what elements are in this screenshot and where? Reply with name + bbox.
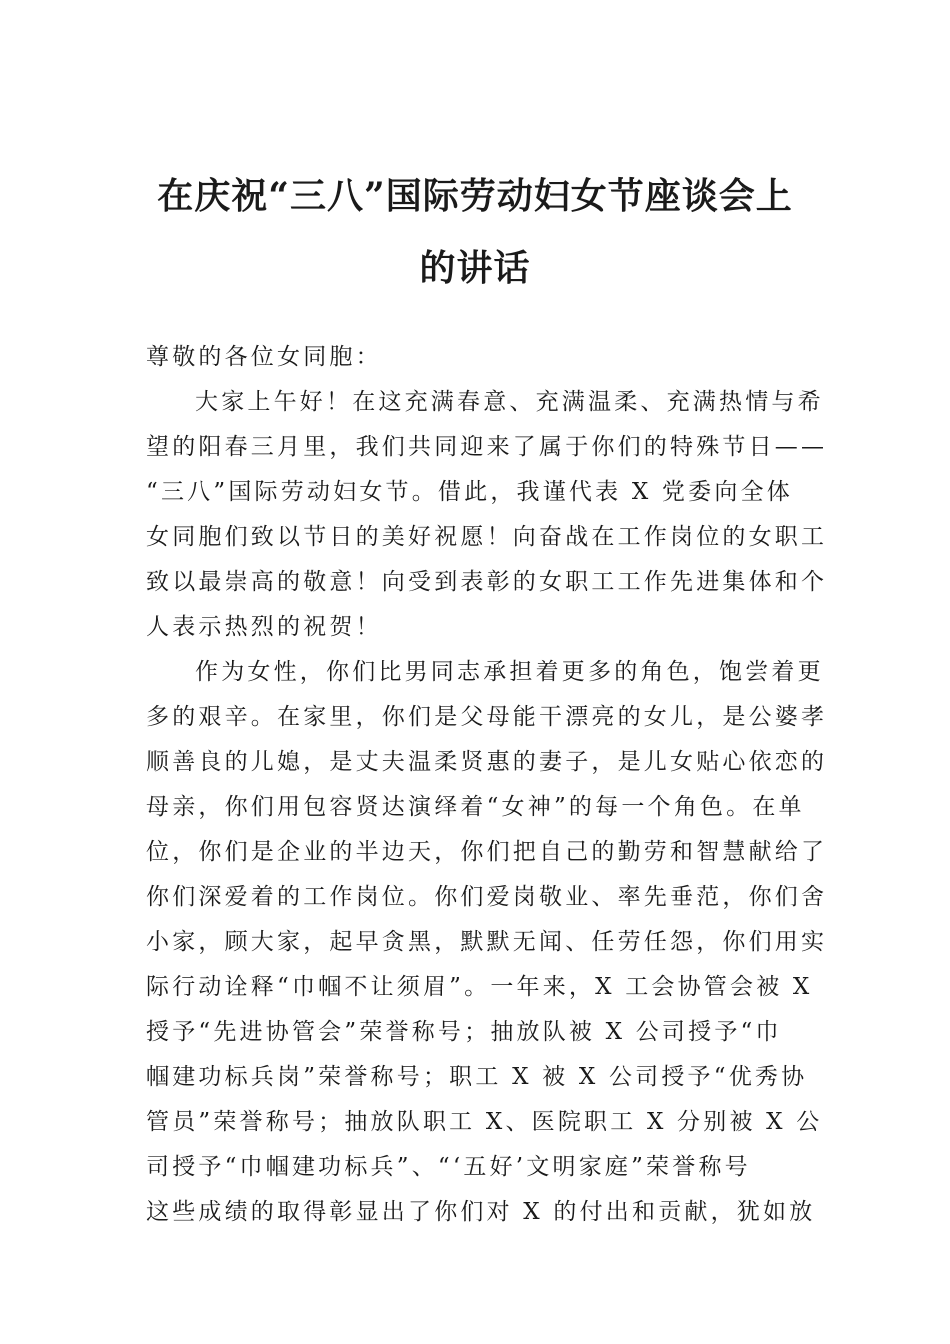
paragraph-2 [146, 650, 828, 1235]
paragraph-line: 多的艰辛。在家里，你们是父母能干漂亮的女儿，是公婆孝 [146, 704, 828, 730]
paragraph-line: “三八”国际劳动妇女节。借此，我谨代表 X 党委向全体 [146, 479, 793, 505]
paragraph-line: 位，你们是企业的半边天，你们把自己的勤劳和智慧献给了 [146, 839, 828, 865]
salutation: 尊敬的各位女同胞： [146, 344, 382, 370]
document-body [146, 335, 828, 1235]
paragraph-line: 你们深爱着的工作岗位。你们爱岗敬业、率先垂范，你们舍 [146, 884, 828, 910]
paragraph-1 [146, 380, 828, 650]
paragraph-line: 授予“先进协管会”荣誉称号；抽放队被 X 公司授予“巾 [146, 1019, 782, 1045]
paragraph-line: 致以最崇高的敬意！向受到表彰的女职工工作先进集体和个 [146, 569, 828, 595]
paragraph-line: 这些成绩的取得彰显出了你们对 X 的付出和贡献，犹如放 [146, 1199, 816, 1225]
paragraph-line: 际行动诠释“巾帼不让须眉”。一年来，X 工会协管会被 X [146, 974, 813, 1000]
paragraph-line: 司授予“巾帼建功标兵”、“‘五好’文明家庭”荣誉称号 [146, 1154, 751, 1180]
document-title [100, 160, 850, 304]
title-line-2: 的讲话 [419, 247, 531, 289]
paragraph-line: 女同胞们致以节日的美好祝愿！向奋战在工作岗位的女职工 [146, 524, 828, 550]
paragraph-line: 小家，顾大家，起早贪黑，默默无闻、任劳任怨，你们用实 [146, 929, 828, 955]
paragraph-line: 人表示热烈的祝贺！ [146, 614, 382, 640]
paragraph-line: 帼建功标兵岗”荣誉称号；职工 X 被 X 公司授予“优秀协 [146, 1064, 808, 1090]
paragraph-line: 管员”荣誉称号；抽放队职工 X、医院职工 X 分别被 X 公 [146, 1109, 823, 1135]
paragraph-line: 母亲，你们用包容贤达演绎着“女神”的每一个角色。在单 [146, 794, 805, 820]
paragraph-line: 大家上午好！在这充满春意、充满温柔、充满热情与希 [195, 389, 824, 415]
paragraph-line: 作为女性，你们比男同志承担着更多的角色，饱尝着更 [195, 659, 824, 685]
paragraph-line: 顺善良的儿媳，是丈夫温柔贤惠的妻子，是儿女贴心依恋的 [146, 749, 828, 775]
paragraph-line: 望的阳春三月里，我们共同迎来了属于你们的特殊节日—— [146, 434, 828, 460]
title-line-1: 在庆祝“三八”国际劳动妇女节座谈会上 [157, 175, 793, 217]
